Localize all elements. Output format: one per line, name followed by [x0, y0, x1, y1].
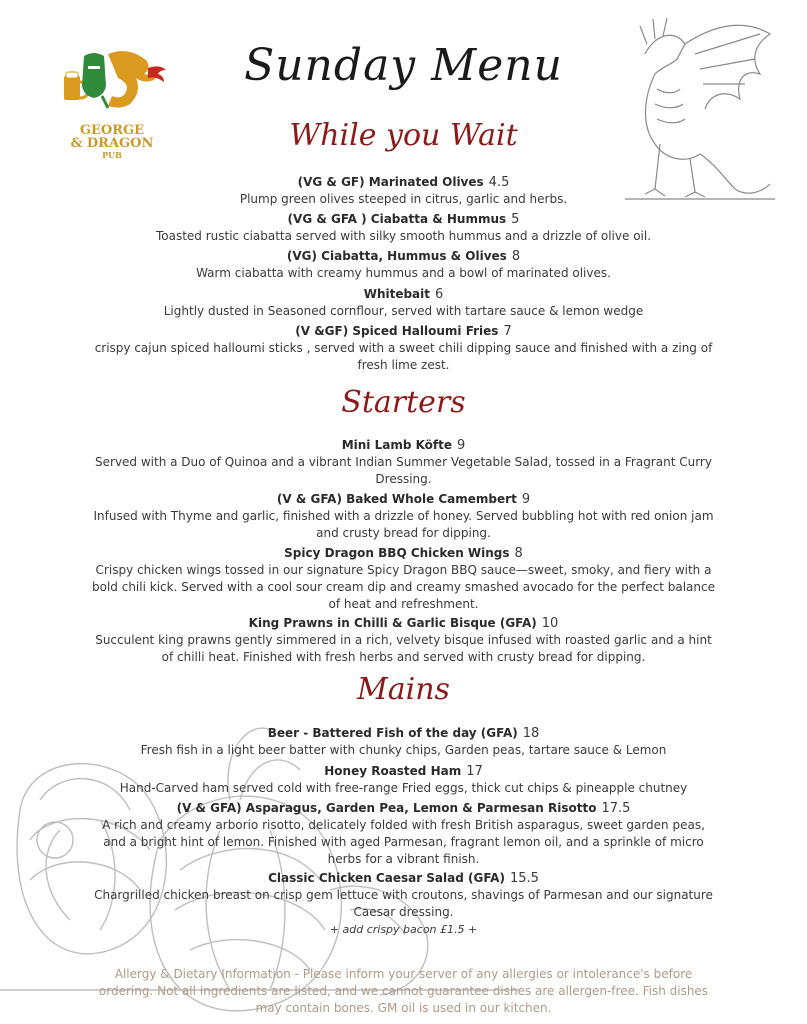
- menu-item: [90, 870, 717, 938]
- menu-item: [90, 248, 717, 282]
- item-addon: + add crispy bacon £1.5 +: [329, 923, 478, 936]
- item-description: Plump green olives steeped in citrus, garlic and herbs.: [239, 192, 568, 206]
- item-price: 10: [541, 616, 559, 631]
- item-description: Served with a Duo of Quinoa and a vibrant Indian Summer Vegetable Salad, tossed in a Fragrant Curry Dressing.: [95, 455, 712, 486]
- item-description: Succulent king prawns gently simmered in a rich, velvety bisque infused with roasted garlic and a hint of chilli heat. Finished with fresh herbs and served with crusty bread for dipping.: [95, 633, 712, 664]
- item-description: Infused with Thyme and garlic, finished with a drizzle of honey. Served bubbling hot with red onion jam and crusty bread for dipping.: [93, 509, 714, 540]
- item-price: 9: [521, 492, 531, 507]
- item-name: Beer - Battered Fish of the day (GFA): [267, 726, 518, 740]
- logo-line-2: & DRAGON: [70, 136, 154, 151]
- menu-item: [90, 763, 717, 797]
- item-name: Whitebait: [363, 287, 431, 301]
- item-name: Mini Lamb Köfte: [341, 438, 453, 452]
- item-price: 6: [435, 287, 444, 302]
- item-price: 5: [511, 212, 520, 227]
- item-description: Fresh fish in a light beer batter with chunky chips, Garden peas, tartare sauce & Lemon: [140, 743, 667, 757]
- menu-item: [90, 615, 717, 666]
- logo-line-3: PUB: [102, 150, 122, 160]
- item-price: 9: [457, 438, 466, 453]
- menu-item: [90, 174, 717, 208]
- item-description: Lightly dusted in Seasoned cornflour, served with tartare sauce & lemon wedge: [163, 304, 644, 318]
- menu-item: [90, 323, 717, 374]
- menu-item: [90, 491, 717, 542]
- item-description: Toasted rustic ciabatta served with silky smooth hummus and a drizzle of olive oil.: [155, 229, 652, 243]
- menu-item: [90, 437, 717, 488]
- section-title-starters: Starters: [341, 385, 466, 420]
- item-name: King Prawns in Chilli & Garlic Bisque (GFA): [248, 616, 537, 630]
- page-title: Sunday Menu: [244, 40, 563, 91]
- menu-item: [90, 800, 717, 868]
- menu-item: [90, 545, 717, 613]
- item-name: (V & GFA) Asparagus, Garden Pea, Lemon & Parmesan Risotto: [176, 801, 597, 815]
- item-name: (V & GFA) Baked Whole Camembert: [276, 492, 517, 506]
- item-price: 7: [503, 324, 512, 339]
- item-price: 8: [514, 546, 523, 561]
- item-name: (VG) Ciabatta, Hummus & Olives: [286, 249, 507, 263]
- menu-item: [90, 725, 717, 759]
- item-description: Hand-Carved ham served cold with free-range Fried eggs, thick cut chips & pineapple chutney: [119, 781, 688, 795]
- item-description: Crispy chicken wings tossed in our signature Spicy Dragon BBQ sauce—sweet, smoky, and fiery with a bold chili kick. Served with a cool sour cream dip and creamy smashed avocado for the perfect balance of heat and refreshment.: [92, 563, 715, 611]
- item-price: 15.5: [509, 871, 539, 886]
- allergy-footer: Allergy & Dietary Information - Please inform your server of any allergies or intolerance's before ordering. Not all ingredients are listed, and we cannot guarantee dishes are allergen-free. Fish dishes may contain bones. GM oil is used in our kitchen.: [98, 967, 709, 1015]
- item-price: 18: [522, 726, 540, 741]
- item-description: A rich and creamy arborio risotto, delicately folded with fresh British asparagus, sweet garden peas, and a bright hint of lemon. Finished with aged Parmesan, fragrant lemon oil, and a sprinkle of micro herbs for a vibrant finish.: [102, 818, 705, 866]
- item-description: Chargrilled chicken breast on crisp gem lettuce with croutons, shavings of Parmesan and our signature Caesar dressing.: [94, 888, 713, 919]
- menu-item: [90, 286, 717, 320]
- item-price: 17.5: [601, 801, 631, 816]
- item-name: Spicy Dragon BBQ Chicken Wings: [284, 546, 510, 560]
- item-name: (V &GF) Spiced Halloumi Fries: [295, 324, 499, 338]
- item-description: Warm ciabatta with creamy hummus and a bowl of marinated olives.: [196, 266, 611, 280]
- item-name: Honey Roasted Ham: [324, 764, 462, 778]
- item-price: 17: [466, 764, 483, 779]
- item-price: 8: [511, 249, 521, 264]
- item-price: 4.5: [488, 175, 510, 190]
- item-name: (VG & GFA ) Ciabatta & Hummus: [287, 212, 507, 226]
- logo-line-1: GEORGE: [79, 123, 145, 138]
- item-description: crispy cajun spiced halloumi sticks , served with a sweet chili dipping sauce and finished with a zing of fresh lime zest.: [94, 341, 713, 372]
- section-title-while-you-wait: While you Wait: [289, 118, 518, 153]
- item-name: Classic Chicken Caesar Salad (GFA): [268, 871, 505, 885]
- menu-item: [90, 211, 717, 245]
- item-name: (VG & GF) Marinated Olives: [297, 175, 484, 189]
- section-title-mains: Mains: [357, 672, 450, 707]
